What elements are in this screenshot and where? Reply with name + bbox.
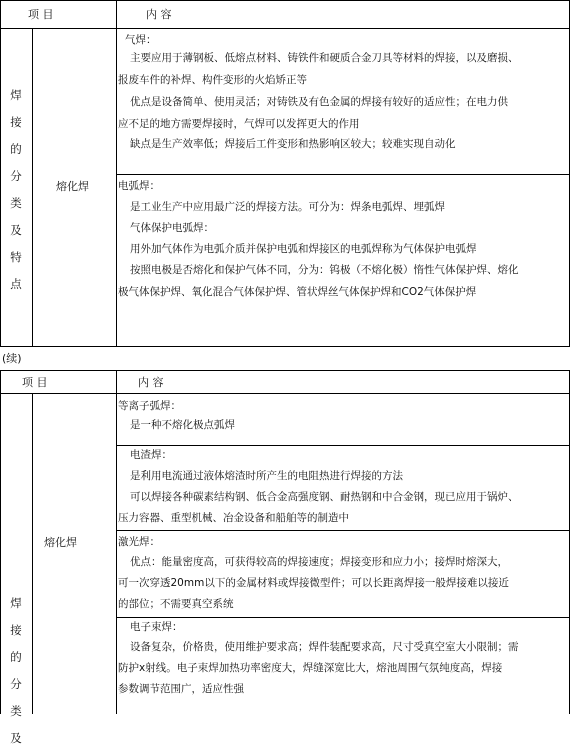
table-2-inner-rule — [116, 617, 570, 618]
table-2-inner-rule — [116, 445, 570, 446]
text-line: 是利用电流通过液体熔渣时所产生的电阻热进行焊接的方法 — [130, 470, 403, 482]
table-1-inner-rule — [116, 174, 570, 175]
text-line: 按照电极是否熔化和保护气体不同，分为：钨极（不熔化极）惰性气体保护焊、熔化 — [130, 264, 519, 276]
text-line: 的部位；不需要真空系统 — [118, 598, 234, 610]
text-line: 优点是设备简单、使用灵活；对铸铁及有色金属的焊接有较好的适应性；在电力供 — [130, 96, 508, 108]
text-line: 用外加气体作为电弧介质并保护电弧和焊接区的电弧焊称为气体保护电弧焊 — [130, 243, 477, 255]
table-2-category — [6, 590, 26, 752]
table-1-header-content: 内 容 — [146, 8, 172, 21]
table-2-subcategory: 熔化焊 — [44, 536, 77, 549]
category-char: 类 — [10, 704, 22, 718]
category-char: 特 — [10, 250, 22, 264]
text-line: 是工业生产中应用最广泛的焊接方法。可分为：焊条电弧焊、埋弧焊 — [130, 201, 445, 213]
category-char: 接 — [10, 115, 22, 129]
text-line: 设备复杂，价格贵，使用维护要求高；焊件装配要求高，尺寸受真空室大小限制；需 — [130, 641, 519, 653]
table-1-subcategory: 熔化焊 — [56, 180, 89, 193]
category-char: 的 — [10, 650, 22, 664]
continued-label: (续) — [2, 352, 22, 365]
table-1-col-divider-1 — [32, 28, 33, 346]
table-2-inner-rule — [116, 530, 570, 531]
category-char: 及 — [10, 731, 22, 745]
table-1-col-divider-2 — [116, 0, 117, 347]
table-2-header-content: 内 容 — [138, 375, 164, 389]
text-line: 气体保护电弧焊： — [130, 222, 214, 234]
laser-welding-title: 激光焊： — [118, 536, 160, 548]
table-1-header-item: 项 目 — [28, 8, 54, 21]
plasma-arc-title: 等离子弧焊： — [118, 400, 181, 412]
gas-welding-title: 气焊： — [125, 34, 157, 46]
text-line: 可一次穿透20mm以下的金属材料或焊接微型件；可以长距离焊接一般焊接难以接近 — [118, 577, 509, 589]
category-char: 分 — [10, 169, 22, 183]
text-line: 极气体保护焊、氧化混合气体保护焊、管状焊丝气体保护焊和CO2气体保护焊 — [118, 286, 477, 298]
text-line: 主要应用于薄钢板、低熔点材料、铸铁件和硬质合金刀具等材料的焊接，以及磨损、 — [130, 52, 519, 64]
text-line: 报废车件的补焊、构件变形的火焰矫正等 — [118, 74, 307, 86]
table-2-header-item: 项 目 — [22, 375, 48, 389]
category-char: 接 — [10, 623, 22, 637]
category-char: 焊 — [10, 596, 22, 610]
text-line: 可以焊接各种碳素结构钢、低合金高强度钢、耐热钢和中合金钢，现已应用于锅炉、 — [130, 491, 519, 503]
category-char: 及 — [10, 223, 22, 237]
table-1-header-rule — [0, 28, 570, 29]
text-line: 应不足的地方需要焊接时，气焊可以发挥更大的作用 — [118, 118, 360, 130]
category-char: 的 — [10, 142, 22, 156]
text-line: 参数调节范围广，适应性强 — [118, 683, 244, 695]
electroslag-title: 电渣焊： — [130, 449, 172, 461]
category-char: 点 — [10, 277, 22, 291]
table-2-left-border — [0, 370, 1, 714]
category-char: 焊 — [10, 88, 22, 102]
arc-welding-title: 电弧焊： — [118, 180, 160, 192]
category-char: 分 — [10, 677, 22, 691]
table-1-left-border — [0, 0, 1, 347]
text-line: 防护x射线。电子束焊加热功率密度大，焊缝深宽比大，熔池周围气氛纯度高，焊接 — [118, 662, 503, 674]
table-2-header-rule — [0, 393, 570, 394]
table-1-bottom-rule — [0, 346, 570, 347]
text-line: 优点：能量密度高，可获得较高的焊接速度；焊接变形和应力小；接焊时熔深大， — [130, 556, 508, 568]
text-line: 压力容器、重型机械、冶金设备和船舶等的制造中 — [118, 512, 349, 524]
table-2-top-rule — [0, 370, 570, 371]
text-line: 是一种不熔化极点弧焊 — [130, 419, 235, 431]
table-2-col-divider-2 — [116, 370, 117, 714]
table-2-col-divider-1 — [32, 393, 33, 714]
text-line: 缺点是生产效率低；焊接后工件变形和热影响区较大；较难实现自动化 — [130, 138, 456, 150]
electron-beam-title: 电子束焊： — [130, 621, 183, 633]
table-1-category — [6, 82, 26, 298]
category-char: 类 — [10, 196, 22, 210]
